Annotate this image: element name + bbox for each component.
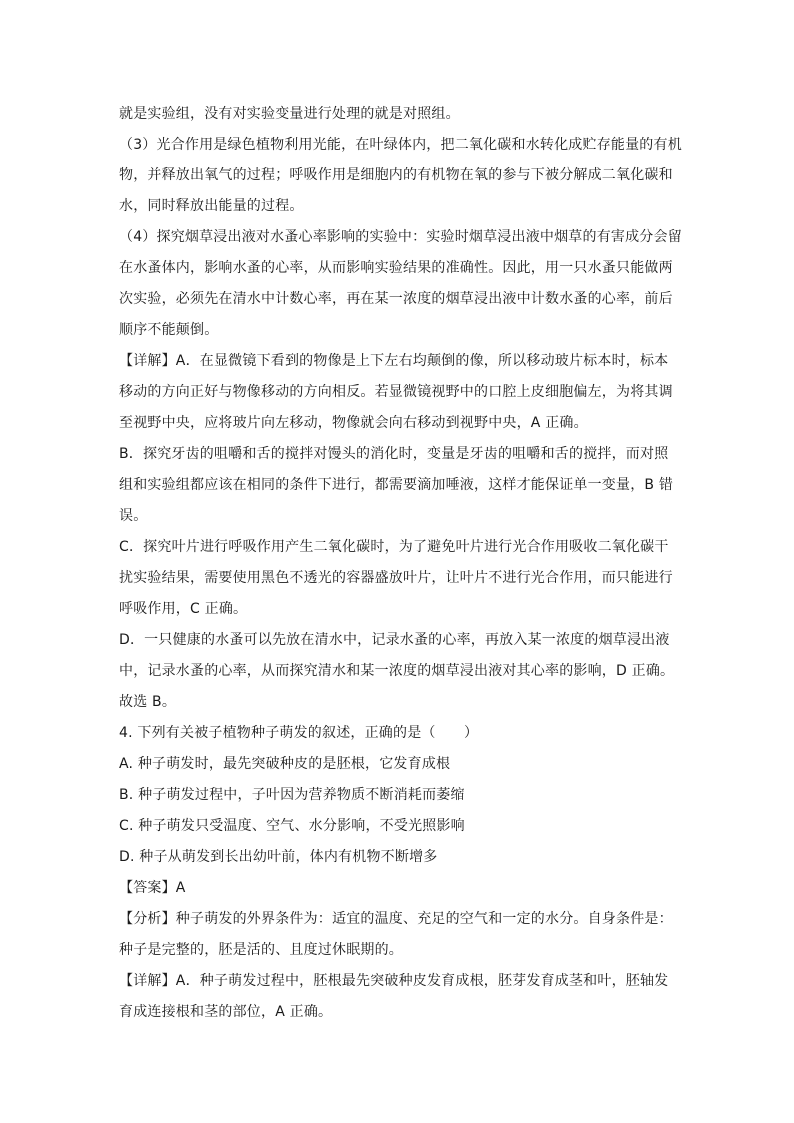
text-line: 误。 [119,508,148,524]
question-stem: 4. 下列有关被子植物种子萌发的叙述，正确的是（ ） [119,725,479,741]
text-line: 呼吸作用，C 正确。 [119,601,248,617]
text-line: （3）光合作用是绿色植物利用光能，在叶绿体内，把二氧化碳和水转化成贮存能量的有机 [119,137,682,153]
answer-line: 【答案】A [119,880,186,896]
analysis-line: 种子是完整的，胚是活的、且度过休眠期的。 [119,942,403,958]
text-line: 【详解】A．在显微镜下看到的物像是上下左右均颠倒的像，所以移动玻片标本时，标本 [119,353,669,369]
option-a: A. 种子萌发时，最先突破种皮的是胚根，它发育成根 [119,756,451,772]
option-c: C. 种子萌发只受温度、空气、水分影响，不受光照影响 [119,818,465,834]
text-line: 顺序不能颠倒。 [119,322,219,338]
explanation-line: 育成连接根和茎的部位，A 正确。 [119,1004,333,1020]
text-line: 组和实验组都应该在相同的条件下进行，都需要滴加唾液，这样才能保证单一变量，B 错 [119,477,674,493]
explanation-line: 【详解】A．种子萌发过程中，胚根最先突破种皮发育成根，胚芽发育成茎和叶，胚轴发 [119,973,669,989]
option-b: B. 种子萌发过程中，子叶因为营养物质不断消耗而萎缩 [119,787,465,803]
option-d: D. 种子从萌发到长出幼叶前，体内有机物不断增多 [119,849,438,865]
text-line: B．探究牙齿的咀嚼和舌的搅拌对馒头的消化时，变量是牙齿的咀嚼和舌的搅拌，而对照 [119,446,669,462]
text-line: 就是实验组，没有对实验变量进行处理的就是对照组。 [119,106,460,122]
text-line: C．探究叶片进行呼吸作用产生二氧化碳时，为了避免叶片进行光合作用吸收二氧化碳干 [119,539,669,555]
text-line: 至视野中央，应将玻片向左移动，物像就会向右移动到视野中央，A 正确。 [119,415,588,431]
text-line: 中，记录水蚤的心率，从而探究清水和某一浓度的烟草浸出液对其心率的影响，D 正确。 [119,663,675,679]
text-line: 故选 B。 [119,694,177,710]
text-line: D．一只健康的水蚤可以先放在清水中，记录水蚤的心率，再放入某一浓度的烟草浸出液 [119,632,670,648]
text-line: 在水蚤体内，影响水蚤的心率，从而影响实验结果的准确性。因此，用一只水蚤只能做两 [119,260,673,276]
text-line: 移动的方向正好与物像移动的方向相反。若显微镜视野中的口腔上皮细胞偏左，为将其调 [119,384,673,400]
analysis-line: 【分析】种子萌发的外界条件为：适宜的温度、充足的空气和一定的水分。自身条件是： [119,911,673,927]
text-line: 次实验，必须先在清水中计数心率，再在某一浓度的烟草浸出液中计数水蚤的心率，前后 [119,291,673,307]
text-line: 水，同时释放出能量的过程。 [119,198,304,214]
text-line: 物，并释放出氧气的过程；呼吸作用是细胞内的有机物在氧的参与下被分解成二氧化碳和 [119,167,673,183]
text-line: 扰实验结果，需要使用黑色不透光的容器盛放叶片，让叶片不进行光合作用，而只能进行 [119,570,673,586]
text-line: （4）探究烟草浸出液对水蚤心率影响的实验中：实验时烟草浸出液中烟草的有害成分会留 [119,229,682,245]
